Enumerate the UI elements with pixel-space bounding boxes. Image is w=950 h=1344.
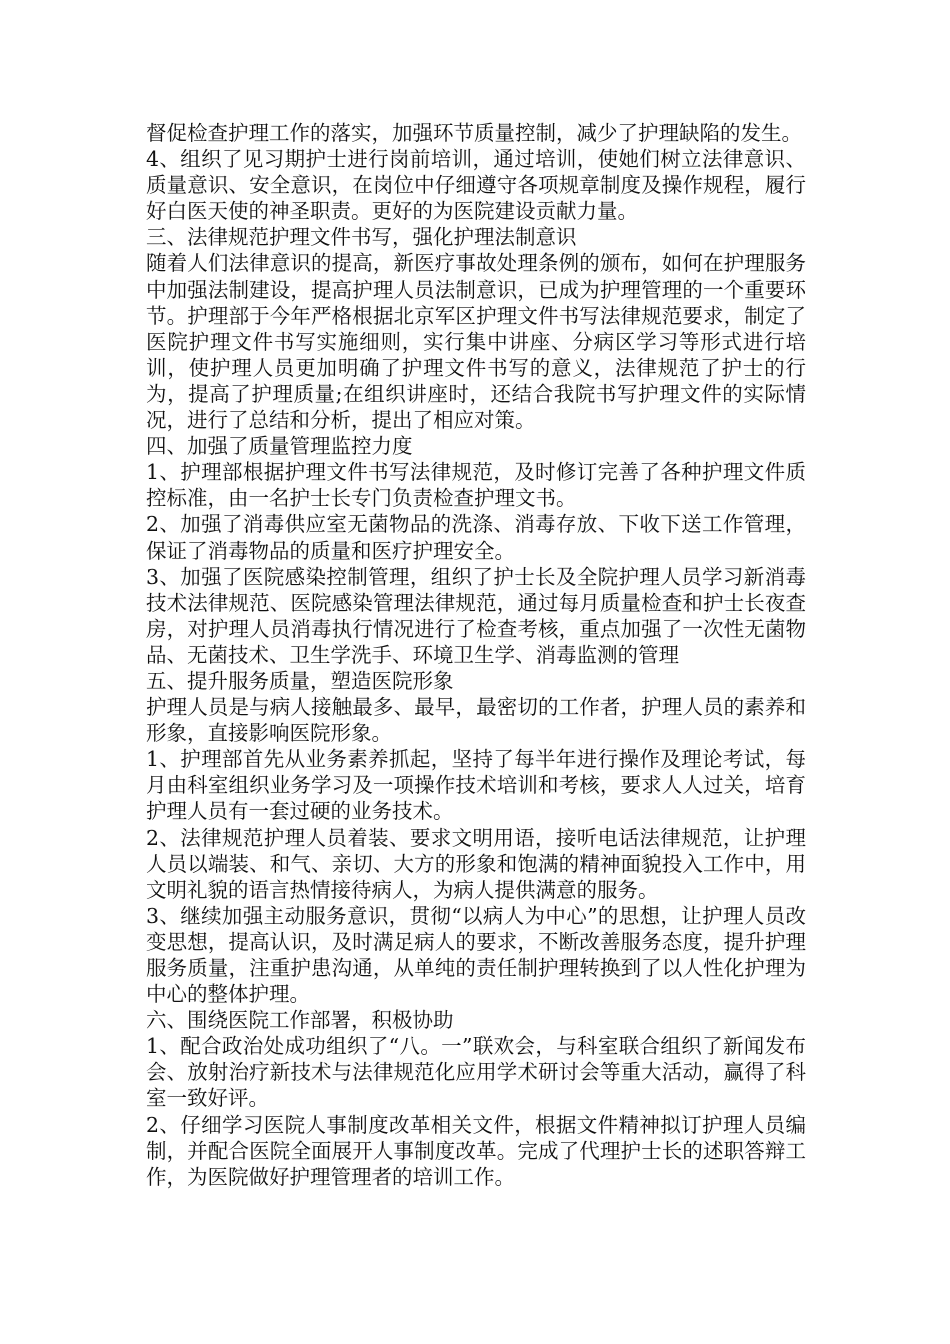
paragraph-16: 2、仔细学习医院人事制度改革相关文件，根据文件精神拟订护理人员编制，并配合医院全面展开人事制度改革。完成了代理护士长的述职答辩工作，为医院做好护理管理者的培训工作。 [146, 1112, 806, 1189]
section-heading-4: 四、加强了质量管理监控力度 [146, 434, 413, 459]
paragraph-15: 1、配合政治处成功组织了“八。一”联欢会，与科室联合组织了新闻发布会、放射治疗新技术与法律规范化应用学术研讨会等重大活动，赢得了科室一致好评。 [146, 1034, 806, 1111]
paragraph-12: 2、法律规范护理人员着装、要求文明用语，接听电话法律规范，让护理人员以端装、和气、亲切、大方的形象和饱满的精神面貌投入工作中，用文明礼貌的语言热情接待病人，为病人提供满意的服务。 [146, 825, 806, 902]
section-heading-6: 六、围绕医院工作部署，积极协助 [146, 1008, 454, 1033]
paragraph-13: 3、继续加强主动服务意识，贯彻“以病人为中心”的思想，让护理人员改变思想，提高认识，及时满足病人的要求，不断改善服务态度，提升护理服务质量，注重护患沟通，从单纯的责任制护理转换到了以人性化护理为中心的整体护理。 [146, 903, 806, 1007]
paragraph-11: 1、护理部首先从业务素养抓起，坚持了每半年进行操作及理论考试，每月由科室组织业务学习及一项操作技术培训和考核，要求人人过关，培育护理人员有一套过硬的业务技术。 [146, 747, 806, 824]
paragraph-1: 督促检查护理工作的落实，加强环节质量控制，减少了护理缺陷的发生。 [146, 121, 802, 145]
paragraph-4: 随着人们法律意识的提高，新医疗事故处理条例的颁布，如何在护理服务中加强法制建设，提高护理人员法制意识，已成为护理管理的一个重要环节。护理部于今年严格根据北京军区护理文件书写法律规范要求，制定了医院护理文件书写实施细则，实行集中讲座、分病区学习等形式进行培训，使护理人员更加明确了护理文件书写的意义，法律规范了护士的行为，提高了护理质量;在组织讲座时，还结合我院书写护理文件的实际情况，进行了总结和分析，提出了相应对策。 [146, 251, 806, 433]
section-heading-3: 三、法律规范护理文件书写，强化护理法制意识 [146, 225, 577, 250]
paragraph-2: 4、组织了见习期护士进行岗前培训，通过培训，使她们树立法律意识、质量意识、安全意识，在岗位中仔细遵守各项规章制度及操作规程，履行好白医天使的神圣职责。更好的为医院建设贡献力量。 [146, 147, 806, 224]
section-heading-5: 五、提升服务质量，塑造医院形象 [146, 668, 454, 693]
paragraph-10: 护理人员是与病人接触最多、最早，最密切的工作者，护理人员的素养和形象，直接影响医院形象。 [146, 695, 806, 746]
paragraph-7: 2、加强了消毒供应室无菌物品的洗涤、消毒存放、下收下送工作管理，保证了消毒物品的质量和医疗护理安全。 [146, 512, 806, 563]
paragraph-6: 1、护理部根据护理文件书写法律规范，及时修订完善了各种护理文件质控标准，由一名护士长专门负责检查护理文书。 [146, 460, 806, 511]
document-page [146, 120, 806, 1190]
paragraph-8: 3、加强了医院感染控制管理，组织了护士长及全院护理人员学习新消毒技术法律规范、医院感染管理法律规范，通过每月质量检查和护士长夜查房，对护理人员消毒执行情况进行了检查考核，重点加强了一次性无菌物品、无菌技术、卫生学洗手、环境卫生学、消毒监测的管理 [146, 564, 806, 667]
